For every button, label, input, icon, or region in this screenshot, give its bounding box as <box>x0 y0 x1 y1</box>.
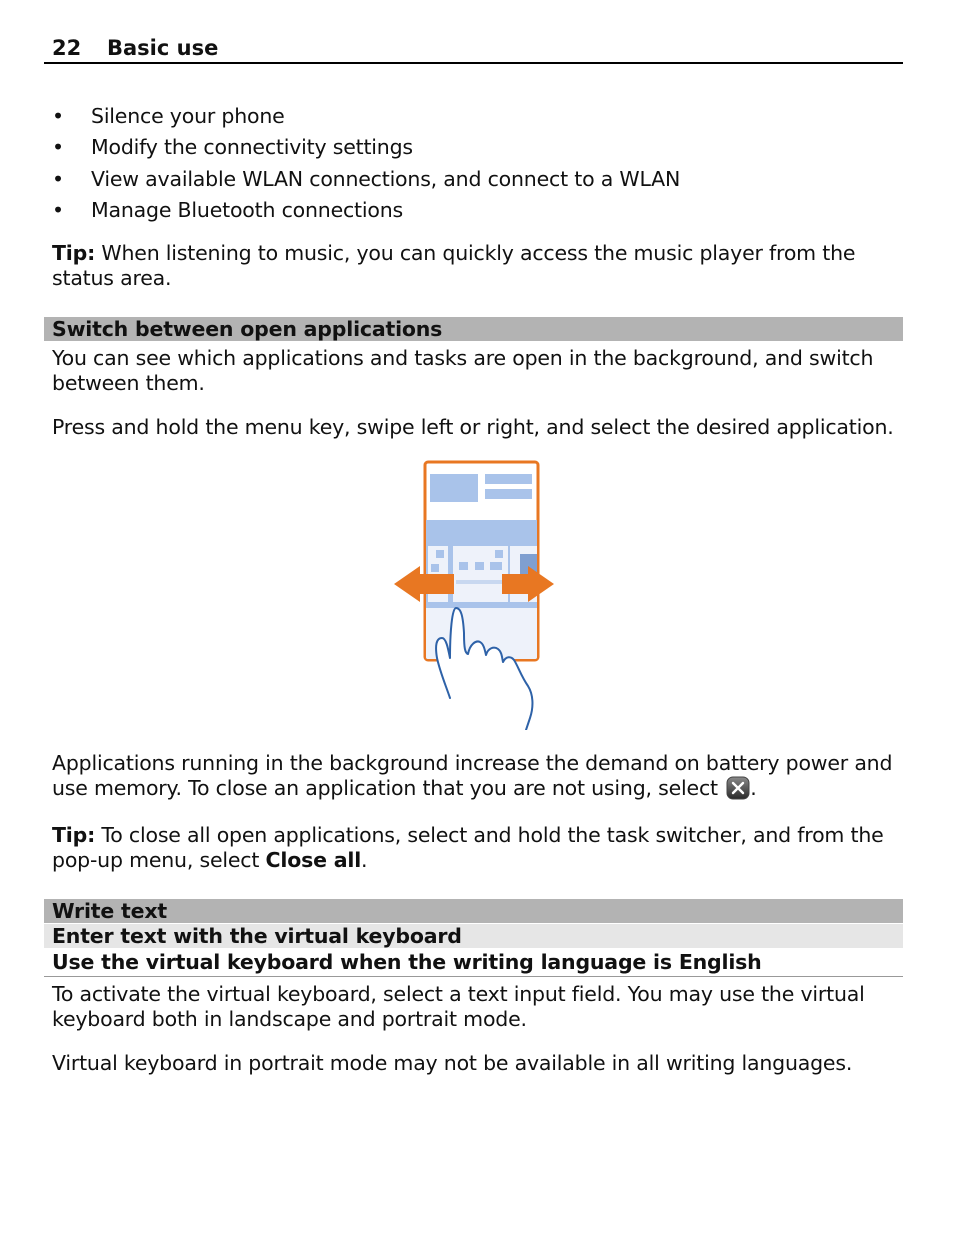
tip-label: Tip: <box>52 241 96 265</box>
subsubsection-heading: Use the virtual keyboard when the writing language is English <box>44 949 903 977</box>
instruction-paragraph: Press and hold the menu key, swipe left or right, and select the desired application. <box>52 415 894 439</box>
bullet-icon: • <box>52 197 64 222</box>
feature-bullet-list <box>52 102 902 227</box>
bullet-icon: • <box>52 135 64 160</box>
phone-task-switcher-swipe-illustration <box>390 458 560 730</box>
list-item: • Modify the connectivity settings <box>52 135 413 160</box>
section-paragraph: To activate the virtual keyboard, select a text input field. You may use the virtual keyboard both in landscape and portrait mode. <box>52 982 865 1031</box>
tip-text: When listening to music, you can quickly access the music player from the status area. <box>52 241 856 290</box>
section-heading: Switch between open applications <box>44 317 903 341</box>
bullet-icon: • <box>52 166 64 191</box>
tip-label: Tip: <box>52 823 96 847</box>
battery-paragraph: Applications running in the background increase the demand on battery power and use memory. To close an application that you are not using, select . <box>52 751 893 800</box>
subsection-heading: Enter text with the virtual keyboard <box>44 924 903 948</box>
page-header <box>44 34 903 64</box>
section-heading: Write text <box>44 899 903 923</box>
section-paragraph: You can see which applications and tasks are open in the background, and switch between them. <box>52 346 874 395</box>
tip-paragraph <box>52 241 902 291</box>
bullet-icon: • <box>52 104 64 128</box>
header-section-title: Basic use <box>107 36 219 60</box>
close-app-icon <box>726 776 750 800</box>
list-item: • View available WLAN connections, and connect to a WLAN <box>52 166 681 191</box>
tip-paragraph: Tip: To close all open applications, select and hold the task switcher, and from the pop-up menu, select Close all. <box>52 823 884 872</box>
list-item: • Manage Bluetooth connections <box>52 197 404 222</box>
list-item: • Silence your phone <box>52 104 285 128</box>
section-paragraph: Virtual keyboard in portrait mode may not be available in all writing languages. <box>52 1051 853 1075</box>
page-number: 22 <box>52 36 82 60</box>
close-all-option-label: Close all <box>265 848 362 872</box>
